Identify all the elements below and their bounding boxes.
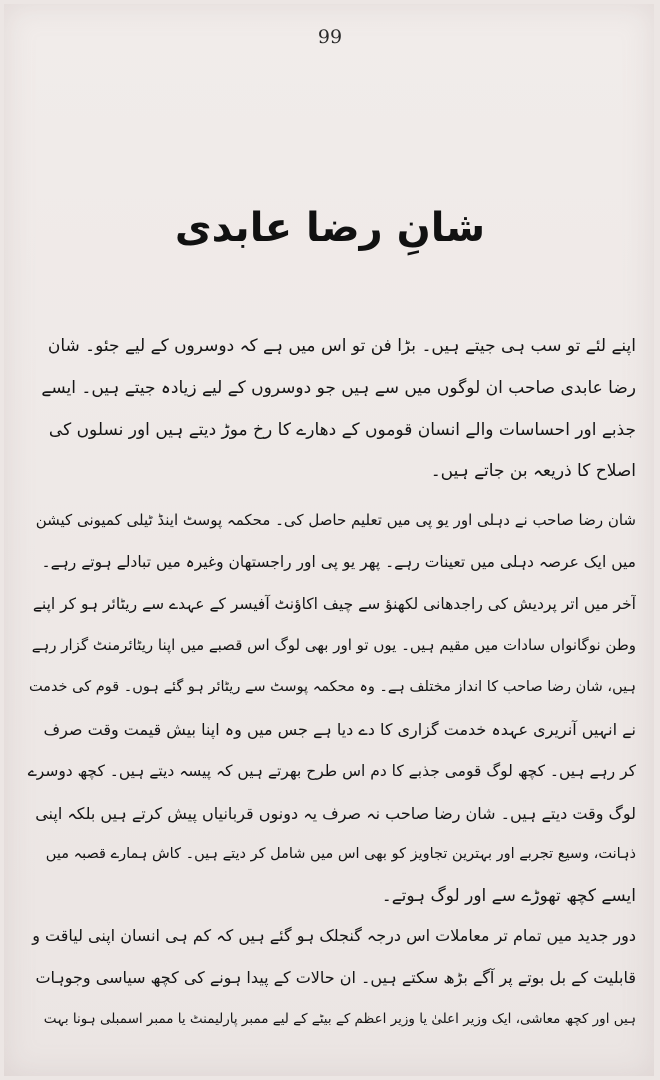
text-line: اصلاح کا ذریعہ بن جاتے ہیں۔ xyxy=(430,461,636,482)
paragraph-3 xyxy=(26,915,636,1040)
text-line: قابلیت کے بل بوتے پر آگے بڑھ سکتے ہیں۔ ان حالات کے پیدا ہونے کی کچھ سیاسی وجوہات xyxy=(35,967,636,987)
paragraph-2 xyxy=(26,500,636,918)
text-line: لوگ وقت دیتے ہیں۔ شان رضا صاحب نہ صرف یہ دونوں قربانیاں پیش کرتے ہیں بلکہ اپنی xyxy=(35,803,636,823)
text-line: ایسے کچھ تھوڑے سے اور لوگ ہوتے۔ xyxy=(381,886,636,907)
page-number: 99 xyxy=(317,26,343,48)
text-line: میں ایک عرصہ دہلی میں تعینات رہے۔ پھر یو پی اور راجستھان وغیرہ میں تبادلے ہوتے رہے۔ xyxy=(41,552,636,571)
text-line: ہیں، شان رضا صاحب کا انداز مختلف ہے۔ وہ محکمہ پوسٹ سے ریٹائر ہو گئے ہوں۔ قوم کی خدمت xyxy=(28,679,636,696)
text-line: جذبے اور احساسات والے انسان قوموں کے دھارے کا رخ موڑ دیتے ہیں اور نسلوں کی xyxy=(48,419,636,440)
text-line: آخر میں اتر پردیش کی راجدھانی لکھنؤ سے چیف اکاؤنٹ آفیسر کے عہدے سے ریٹائر ہو کر اپنے xyxy=(32,594,636,613)
text-line: نے انہیں آنریری عہدہ خدمت گزاری کا دے دیا ہے جس میں وہ اپنا بیش قیمت وقت صرف xyxy=(43,719,636,739)
chapter-title: شانِ رضا عابدی xyxy=(174,205,486,251)
paragraph-1 xyxy=(26,326,636,493)
text-line: دور جدید میں تمام تر معاملات اس درجہ گنجلک ہو گئے ہیں کہ کم ہی انسان اپنی لیاقت و xyxy=(32,926,636,945)
text-line: شان رضا صاحب نے دہلی اور یو پی میں تعلیم حاصل کی۔ محکمہ پوسٹ اینڈ ٹیلی کمیونی کیشن xyxy=(35,511,636,529)
text-line: رضا عابدی صاحب ان لوگوں میں سے ہیں جو دوسروں کے لیے زیادہ جیتے ہیں۔ ایسے xyxy=(41,377,636,398)
text-line: وطن نوگانواں سادات میں مقیم ہیں۔ یوں تو اور بھی لوگ اس قصبے میں اپنا ریٹائرمنٹ گزار رہے xyxy=(31,636,636,655)
text-line: ذہانت، وسیع تجربے اور بہترین تجاویز کو بھی اس میں شامل کر دیتے ہیں۔ کاش ہمارے قصبہ میں xyxy=(45,846,636,863)
text-line: کر رہے ہیں۔ کچھ لوگ قومی جذبے کا دم اس طرح بھرتے ہیں کہ پیسہ دیتے ہیں۔ کچھ دوسرے xyxy=(27,761,636,780)
text-line: ہیں اور کچھ معاشی، ایک وزیر اعلیٰ یا وزیر اعظم کے بیٹے کے لیے ممبر پارلیمنٹ یا ممبر اسمبلی ہونا بہت xyxy=(43,1010,636,1027)
text-line: اپنے لئے تو سب ہی جیتے ہیں۔ بڑا فن تو اس میں ہے کہ دوسروں کے لیے جئو۔ شان xyxy=(47,336,636,356)
